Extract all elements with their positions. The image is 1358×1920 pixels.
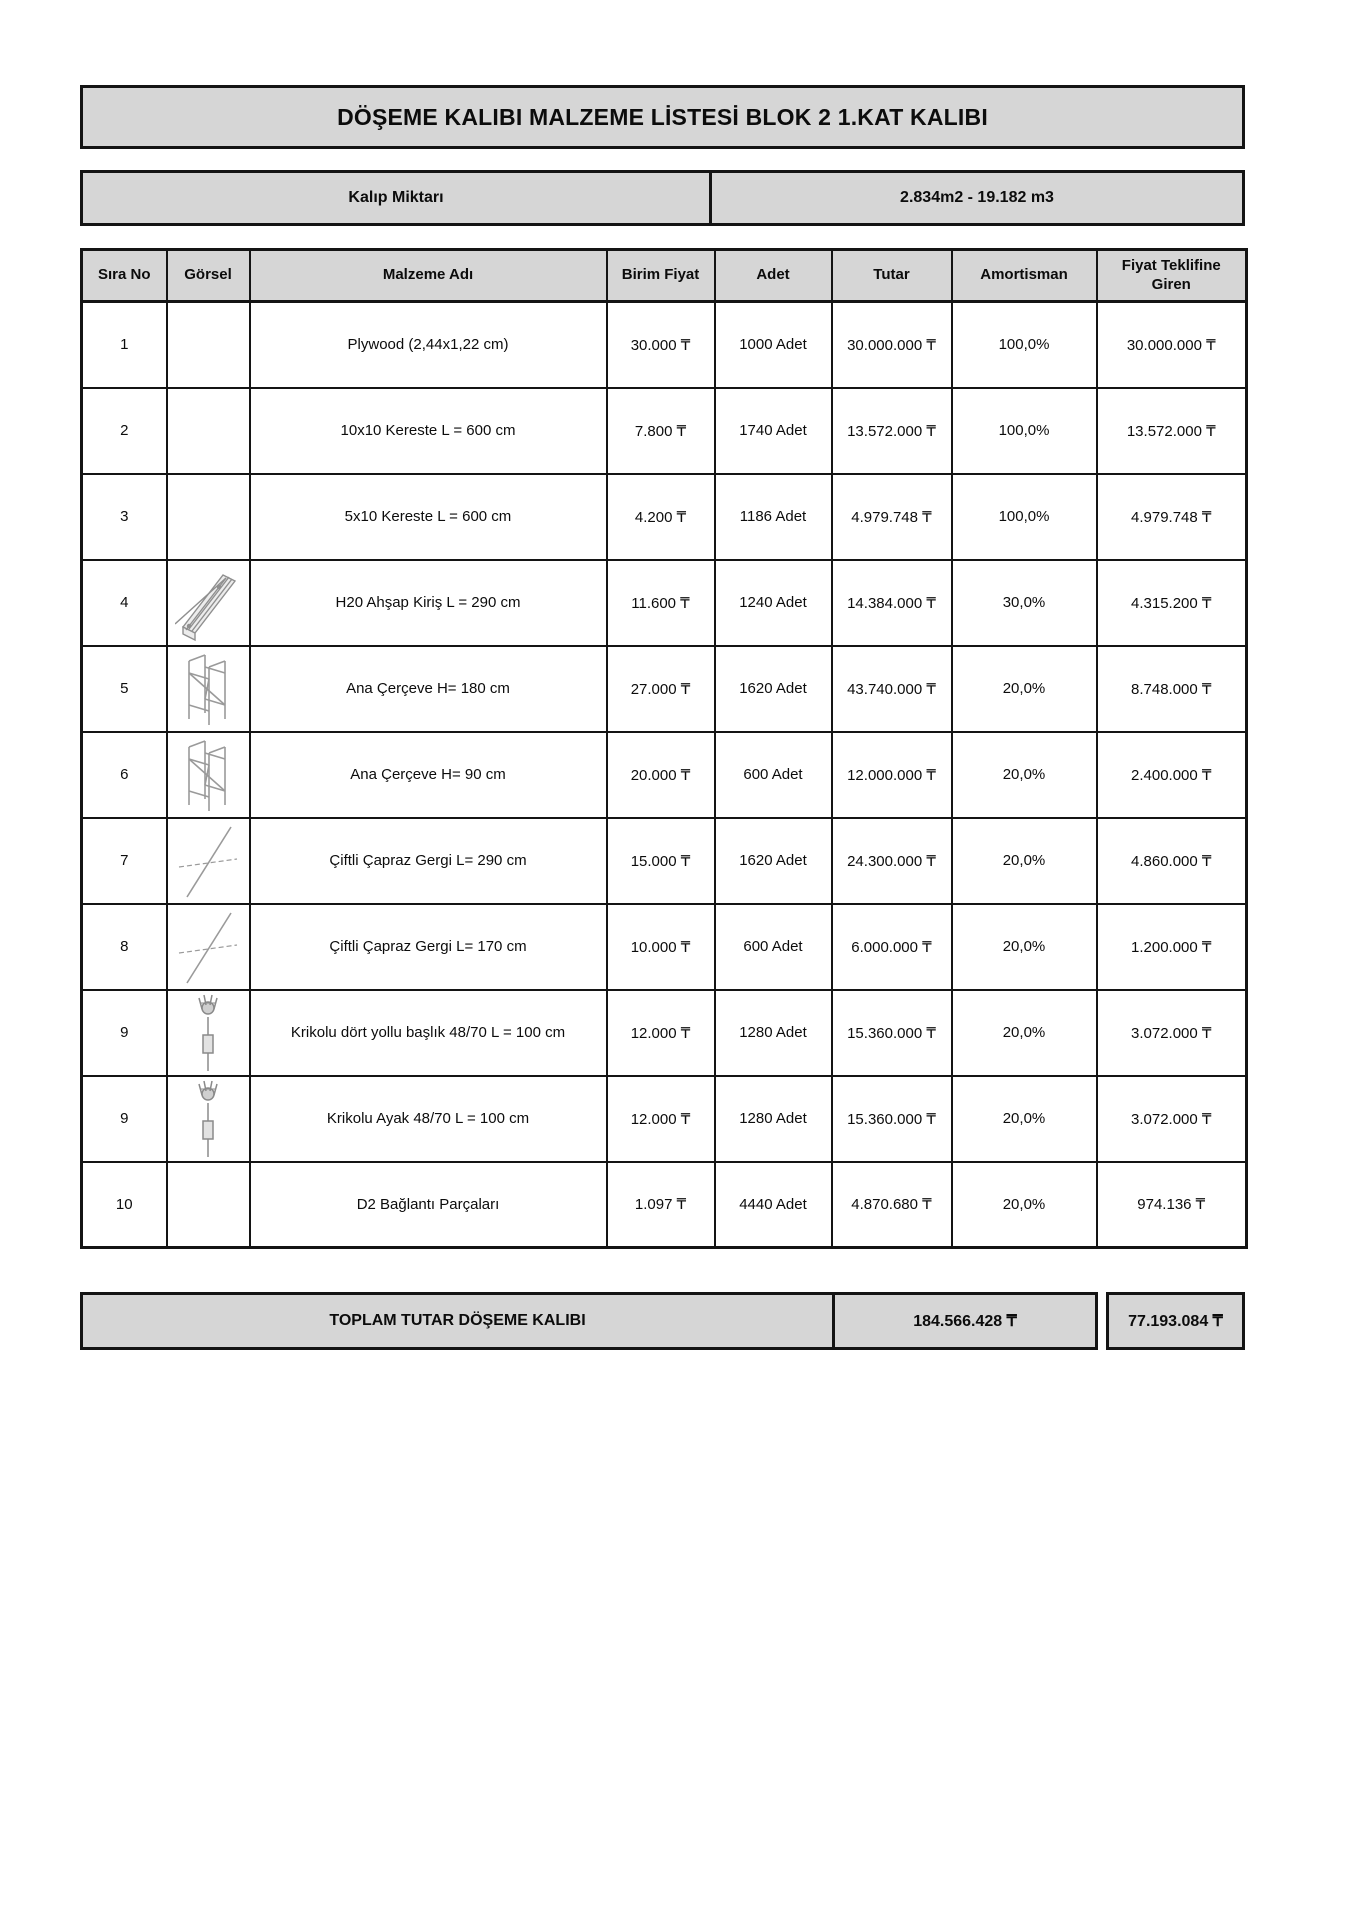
cell-tutar: 6.000.000 ₸ [832, 904, 952, 990]
cross-brace-icon [175, 821, 241, 901]
cell-fiyat-teklifine: 974.136 ₸ [1097, 1162, 1247, 1248]
page-title: DÖŞEME KALIBI MALZEME LİSTESİ BLOK 2 1.KAT KALIBI [80, 85, 1245, 149]
timber-beam-icon [175, 563, 241, 643]
cell-birim-fiyat: 12.000 ₸ [607, 990, 715, 1076]
cell-sira-no: 3 [82, 474, 167, 560]
cell-amortisman: 20,0% [952, 646, 1097, 732]
cell-gorsel [167, 732, 250, 818]
cell-tutar: 4.870.680 ₸ [832, 1162, 952, 1248]
cell-tutar: 13.572.000 ₸ [832, 388, 952, 474]
screw-jack-icon [175, 993, 241, 1073]
cell-amortisman: 100,0% [952, 474, 1097, 560]
table-row [82, 302, 1247, 388]
cell-fiyat-teklifine: 30.000.000 ₸ [1097, 302, 1247, 388]
table-row [82, 1076, 1247, 1162]
cell-sira-no: 6 [82, 732, 167, 818]
cell-tutar: 12.000.000 ₸ [832, 732, 952, 818]
cell-sira-no: 8 [82, 904, 167, 990]
cell-birim-fiyat: 15.000 ₸ [607, 818, 715, 904]
cell-adet: 4440 Adet [715, 1162, 832, 1248]
scaffold-frame-icon [175, 735, 241, 815]
table-row [82, 388, 1247, 474]
material-table-body [82, 302, 1247, 1248]
header-fiyat-teklifine: Fiyat Teklifine Giren [1097, 250, 1247, 302]
cell-adet: 1620 Adet [715, 646, 832, 732]
cell-adet: 1240 Adet [715, 560, 832, 646]
cell-gorsel [167, 646, 250, 732]
cell-birim-fiyat: 1.097 ₸ [607, 1162, 715, 1248]
cell-birim-fiyat: 30.000 ₸ [607, 302, 715, 388]
formwork-quantity-row [80, 170, 1245, 226]
cell-fiyat-teklifine: 4.860.000 ₸ [1097, 818, 1247, 904]
cell-amortisman: 20,0% [952, 990, 1097, 1076]
cell-tutar: 30.000.000 ₸ [832, 302, 952, 388]
cell-tutar: 4.979.748 ₸ [832, 474, 952, 560]
header-sira-no: Sıra No [82, 250, 167, 302]
table-header-row [82, 250, 1247, 302]
cell-adet: 1280 Adet [715, 1076, 832, 1162]
table-row [82, 818, 1247, 904]
cell-sira-no: 9 [82, 990, 167, 1076]
cell-sira-no: 9 [82, 1076, 167, 1162]
cell-malzeme-adi: Çiftli Çapraz Gergi L= 290 cm [250, 818, 607, 904]
cell-adet: 1000 Adet [715, 302, 832, 388]
totals-teklif-value: 77.193.084 ₸ [1106, 1292, 1245, 1350]
cell-gorsel [167, 560, 250, 646]
cell-gorsel [167, 1162, 250, 1248]
cell-sira-no: 7 [82, 818, 167, 904]
cell-birim-fiyat: 27.000 ₸ [607, 646, 715, 732]
header-gorsel: Görsel [167, 250, 250, 302]
cell-sira-no: 5 [82, 646, 167, 732]
table-row [82, 904, 1247, 990]
cell-malzeme-adi: Ana Çerçeve H= 180 cm [250, 646, 607, 732]
header-tutar: Tutar [832, 250, 952, 302]
cell-fiyat-teklifine: 3.072.000 ₸ [1097, 990, 1247, 1076]
table-row [82, 990, 1247, 1076]
formwork-quantity-label: Kalıp Miktarı [80, 170, 712, 226]
cell-fiyat-teklifine: 8.748.000 ₸ [1097, 646, 1247, 732]
cell-malzeme-adi: Çiftli Çapraz Gergi L= 170 cm [250, 904, 607, 990]
totals-row [80, 1292, 1245, 1350]
cell-birim-fiyat: 11.600 ₸ [607, 560, 715, 646]
cell-birim-fiyat: 12.000 ₸ [607, 1076, 715, 1162]
header-amortisman: Amortisman [952, 250, 1097, 302]
cell-tutar: 14.384.000 ₸ [832, 560, 952, 646]
cell-adet: 600 Adet [715, 904, 832, 990]
cell-birim-fiyat: 20.000 ₸ [607, 732, 715, 818]
cell-amortisman: 100,0% [952, 388, 1097, 474]
totals-gap [1098, 1292, 1106, 1350]
totals-tutar-value: 184.566.428 ₸ [832, 1292, 1098, 1350]
table-row [82, 732, 1247, 818]
cell-sira-no: 2 [82, 388, 167, 474]
cell-birim-fiyat: 4.200 ₸ [607, 474, 715, 560]
cell-tutar: 15.360.000 ₸ [832, 1076, 952, 1162]
table-row [82, 646, 1247, 732]
cell-malzeme-adi: 10x10 Kereste L = 600 cm [250, 388, 607, 474]
cell-gorsel [167, 904, 250, 990]
screw-jack-icon [175, 1079, 241, 1159]
header-adet: Adet [715, 250, 832, 302]
cell-adet: 1186 Adet [715, 474, 832, 560]
cell-tutar: 43.740.000 ₸ [832, 646, 952, 732]
table-row [82, 474, 1247, 560]
cell-amortisman: 20,0% [952, 1162, 1097, 1248]
cell-gorsel [167, 818, 250, 904]
table-row [82, 1162, 1247, 1248]
cell-amortisman: 20,0% [952, 1076, 1097, 1162]
cell-fiyat-teklifine: 1.200.000 ₸ [1097, 904, 1247, 990]
cell-sira-no: 1 [82, 302, 167, 388]
formwork-quantity-value: 2.834m2 - 19.182 m3 [709, 170, 1245, 226]
cell-gorsel [167, 388, 250, 474]
totals-label: TOPLAM TUTAR DÖŞEME KALIBI [80, 1292, 835, 1350]
cell-gorsel [167, 474, 250, 560]
cell-malzeme-adi: Krikolu dört yollu başlık 48/70 L = 100 cm [250, 990, 607, 1076]
cell-amortisman: 20,0% [952, 818, 1097, 904]
cell-fiyat-teklifine: 3.072.000 ₸ [1097, 1076, 1247, 1162]
cell-birim-fiyat: 10.000 ₸ [607, 904, 715, 990]
cell-fiyat-teklifine: 4.979.748 ₸ [1097, 474, 1247, 560]
cell-amortisman: 100,0% [952, 302, 1097, 388]
scaffold-frame-icon [175, 649, 241, 729]
cell-tutar: 24.300.000 ₸ [832, 818, 952, 904]
cell-fiyat-teklifine: 4.315.200 ₸ [1097, 560, 1247, 646]
cell-malzeme-adi: H20 Ahşap Kiriş L = 290 cm [250, 560, 607, 646]
cell-adet: 1280 Adet [715, 990, 832, 1076]
table-row [82, 560, 1247, 646]
cell-tutar: 15.360.000 ₸ [832, 990, 952, 1076]
cell-adet: 1740 Adet [715, 388, 832, 474]
header-birim-fiyat: Birim Fiyat [607, 250, 715, 302]
cell-malzeme-adi: Plywood (2,44x1,22 cm) [250, 302, 607, 388]
cell-fiyat-teklifine: 13.572.000 ₸ [1097, 388, 1247, 474]
header-malzeme-adi: Malzeme Adı [250, 250, 607, 302]
cell-sira-no: 4 [82, 560, 167, 646]
cell-gorsel [167, 302, 250, 388]
cell-malzeme-adi: Krikolu Ayak 48/70 L = 100 cm [250, 1076, 607, 1162]
cell-sira-no: 10 [82, 1162, 167, 1248]
cell-malzeme-adi: 5x10 Kereste L = 600 cm [250, 474, 607, 560]
cell-malzeme-adi: D2 Bağlantı Parçaları [250, 1162, 607, 1248]
material-table [80, 248, 1248, 1249]
cell-amortisman: 30,0% [952, 560, 1097, 646]
cell-amortisman: 20,0% [952, 732, 1097, 818]
cell-adet: 1620 Adet [715, 818, 832, 904]
cell-gorsel [167, 1076, 250, 1162]
cell-gorsel [167, 990, 250, 1076]
cell-amortisman: 20,0% [952, 904, 1097, 990]
cell-adet: 600 Adet [715, 732, 832, 818]
cell-birim-fiyat: 7.800 ₸ [607, 388, 715, 474]
cell-fiyat-teklifine: 2.400.000 ₸ [1097, 732, 1247, 818]
cell-malzeme-adi: Ana Çerçeve H= 90 cm [250, 732, 607, 818]
cross-brace-icon [175, 907, 241, 987]
